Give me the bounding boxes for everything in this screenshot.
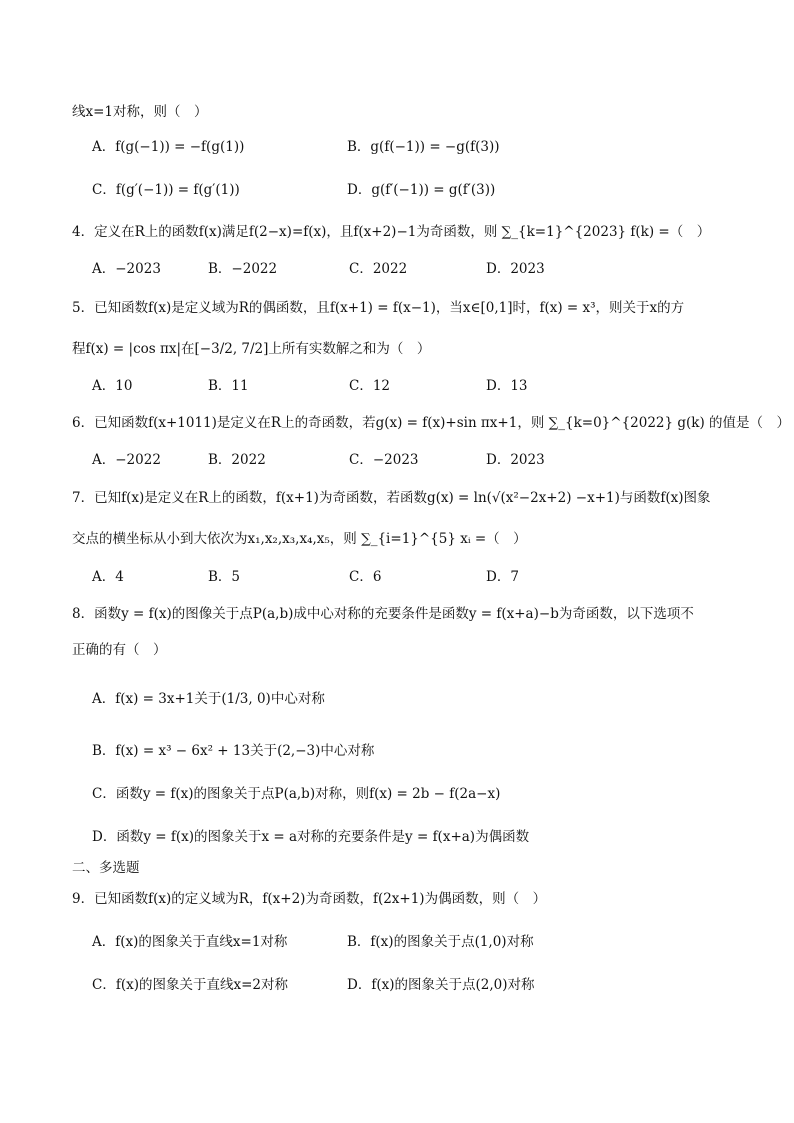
q5-option-a: A．10 bbox=[92, 378, 133, 394]
q9-option-c: C．f(x)的图象关于直线x=2对称 bbox=[92, 977, 288, 993]
question-6-stem: 6．已知函数f(x+1011)是定义在R上的奇函数，若g(x) = f(x)+sin πx+1，则 ∑_{k=0}^{2022} g(k) 的值是（ ） bbox=[72, 415, 791, 431]
question-7-stem-line2: 交点的横坐标从小到大依次为x₁,x₂,x₃,x₄,x₅，则 ∑_{i=1}^{5} xᵢ =（ ） bbox=[72, 531, 527, 547]
section-heading: 二、多选题 bbox=[72, 860, 140, 876]
option-b: B．g(f(−1)) = −g(f(3)) bbox=[347, 139, 500, 155]
question-8-stem-line2: 正确的有（ ） bbox=[72, 642, 167, 658]
q8-option-b: B．f(x) = x³ − 6x² + 13关于(2,−3)中心对称 bbox=[92, 743, 375, 759]
question-7-stem-line1: 7．已知f(x)是定义在R上的函数，f(x+1)为奇函数，若函数g(x) = ln(√(x²−2x+2) −x+1)与函数f(x)图象 bbox=[72, 490, 711, 506]
q6-option-a: A．−2022 bbox=[92, 452, 161, 468]
q5-option-d: D．13 bbox=[486, 378, 528, 394]
q5-option-b: B．11 bbox=[208, 378, 249, 394]
q5-option-c: C．12 bbox=[349, 378, 391, 394]
q7-option-b: B．5 bbox=[208, 569, 241, 585]
q7-option-d: D．7 bbox=[486, 569, 519, 585]
q8-option-a: A．f(x) = 3x+1关于(1/3, 0)中心对称 bbox=[92, 691, 325, 707]
q9-option-a: A．f(x)的图象关于直线x=1对称 bbox=[92, 934, 288, 950]
q9-option-b: B．f(x)的图象关于点(1,0)对称 bbox=[347, 934, 534, 950]
option-a: A．f(g(−1)) = −f(g(1)) bbox=[92, 139, 245, 155]
question-8-stem-line1: 8．函数y = f(x)的图像关于点P(a,b)成中心对称的充要条件是函数y = f(x+a)−b为奇函数，以下选项不 bbox=[72, 606, 694, 622]
q9-option-d: D．f(x)的图象关于点(2,0)对称 bbox=[347, 977, 535, 993]
question-5-stem-line1: 5．已知函数f(x)是定义域为R的偶函数，且f(x+1) = f(x−1)，当x∈[0,1]时，f(x) = x³，则关于x的方 bbox=[72, 300, 685, 316]
q8-option-c: C．函数y = f(x)的图象关于点P(a,b)对称，则f(x) = 2b − f(2a−x) bbox=[92, 786, 501, 802]
q4-option-b: B．−2022 bbox=[208, 261, 278, 277]
question-4-stem: 4．定义在R上的函数f(x)满足f(2−x)=f(x)，且f(x+2)−1为奇函数，则 ∑_{k=1}^{2023} f(k) =（ ） bbox=[72, 224, 711, 240]
q7-option-a: A．4 bbox=[92, 569, 124, 585]
question-continuation: 线x=1对称，则（ ） bbox=[72, 104, 208, 120]
q6-option-c: C．−2023 bbox=[349, 452, 419, 468]
question-9-stem: 9．已知函数f(x)的定义域为R，f(x+2)为奇函数，f(2x+1)为偶函数，则（ ） bbox=[72, 891, 547, 907]
option-c: C．f(g′(−1)) = f(g′(1)) bbox=[92, 182, 240, 198]
q6-option-b: B．2022 bbox=[208, 452, 266, 468]
option-d: D．g(f′(−1)) = g(f′(3)) bbox=[347, 182, 496, 198]
q6-option-d: D．2023 bbox=[486, 452, 545, 468]
q8-option-d: D．函数y = f(x)的图象关于x = a对称的充要条件是y = f(x+a)为偶函数 bbox=[92, 829, 530, 845]
question-5-stem-line2: 程f(x) = |cos πx|在[−3/2, 7/2]上所有实数解之和为（ ） bbox=[72, 341, 431, 357]
q4-option-a: A．−2023 bbox=[92, 261, 161, 277]
q7-option-c: C．6 bbox=[349, 569, 382, 585]
q4-option-c: C．2022 bbox=[349, 261, 408, 277]
q4-option-d: D．2023 bbox=[486, 261, 545, 277]
